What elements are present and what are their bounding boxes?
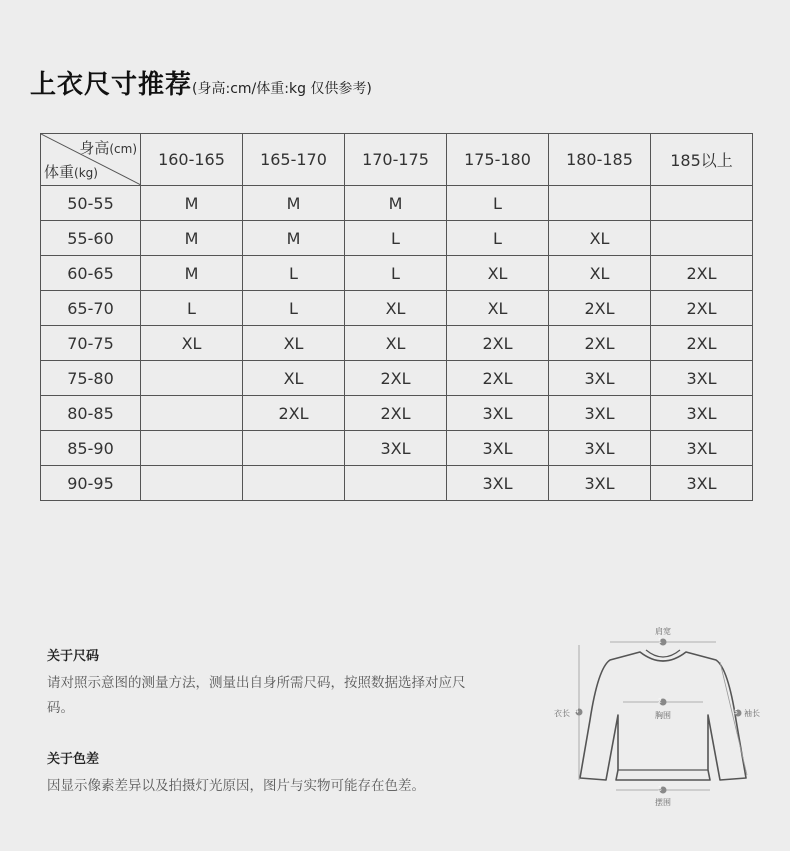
size-cell: L: [345, 256, 447, 291]
size-cell: 3XL: [447, 431, 549, 466]
size-cell: M: [141, 221, 243, 256]
row-weight-label: 90-95: [41, 466, 141, 501]
size-cell: 3XL: [447, 466, 549, 501]
size-cell: 3XL: [651, 431, 753, 466]
size-cell: 2XL: [243, 396, 345, 431]
size-cell: 3XL: [549, 396, 651, 431]
size-cell: 2XL: [447, 361, 549, 396]
column-header: 180-185: [549, 134, 651, 186]
size-cell: 3XL: [651, 396, 753, 431]
row-weight-label: 80-85: [41, 396, 141, 431]
size-cell: 2XL: [651, 326, 753, 361]
size-cell: L: [243, 256, 345, 291]
size-cell: M: [243, 221, 345, 256]
column-header: 185以上: [651, 134, 753, 186]
length-label: 衣长: [554, 709, 570, 718]
size-cell: [141, 361, 243, 396]
size-cell: 2XL: [651, 291, 753, 326]
size-cell: L: [447, 186, 549, 221]
size-cell: 3XL: [549, 466, 651, 501]
about-color-title: 关于色差: [47, 752, 100, 767]
size-cell: 2XL: [549, 291, 651, 326]
corner-weight-label: 体重(kg): [44, 163, 98, 181]
size-cell: M: [141, 256, 243, 291]
size-cell: [549, 186, 651, 221]
size-cell: 3XL: [651, 361, 753, 396]
marker-length-num: 4: [575, 708, 579, 715]
size-cell: 3XL: [447, 396, 549, 431]
size-cell: M: [141, 186, 243, 221]
corner-height-label: 身高(cm): [79, 139, 137, 157]
table-row: [41, 466, 753, 501]
measurement-diagram: [548, 620, 778, 815]
size-cell: 3XL: [345, 431, 447, 466]
size-cell: XL: [345, 326, 447, 361]
size-cell: [243, 466, 345, 501]
column-header: 160-165: [141, 134, 243, 186]
size-cell: XL: [549, 221, 651, 256]
size-cell: [141, 431, 243, 466]
size-cell: L: [345, 221, 447, 256]
marker-hem-num: 3: [658, 786, 662, 793]
marker-sleeve-num: 5: [734, 709, 738, 716]
size-table: [40, 133, 753, 501]
column-header: 170-175: [345, 134, 447, 186]
size-cell: 3XL: [549, 361, 651, 396]
size-cell: M: [345, 186, 447, 221]
table-row: [41, 221, 753, 256]
table-row: [41, 431, 753, 466]
size-cell: XL: [549, 256, 651, 291]
table-corner-cell: [41, 134, 141, 186]
size-cell: L: [243, 291, 345, 326]
size-cell: L: [447, 221, 549, 256]
column-header: 175-180: [447, 134, 549, 186]
size-cell: XL: [447, 256, 549, 291]
size-cell: XL: [141, 326, 243, 361]
size-cell: XL: [345, 291, 447, 326]
marker-shoulder-num: 1: [658, 638, 662, 645]
size-cell: 2XL: [447, 326, 549, 361]
size-cell: [651, 186, 753, 221]
row-weight-label: 55-60: [41, 221, 141, 256]
table-row: [41, 326, 753, 361]
page-title: [30, 64, 372, 101]
table-row: [41, 256, 753, 291]
size-cell: 3XL: [651, 466, 753, 501]
size-cell: 2XL: [345, 396, 447, 431]
size-cell: 2XL: [549, 326, 651, 361]
marker-chest-num: 2: [658, 698, 662, 705]
row-weight-label: 65-70: [41, 291, 141, 326]
size-cell: XL: [243, 361, 345, 396]
size-cell: 3XL: [549, 431, 651, 466]
size-cell: XL: [447, 291, 549, 326]
table-row: [41, 291, 753, 326]
column-header: 165-170: [243, 134, 345, 186]
row-weight-label: 70-75: [41, 326, 141, 361]
about-size-title: 关于尺码: [47, 649, 100, 664]
about-size-text: 请对照示意图的测量方法，测量出自身所需尺码，按照数据选择对应尺码。: [47, 675, 466, 716]
size-cell: L: [141, 291, 243, 326]
size-cell: [243, 431, 345, 466]
size-cell: [651, 221, 753, 256]
row-weight-label: 60-65: [41, 256, 141, 291]
table-row: [41, 396, 753, 431]
row-weight-label: 50-55: [41, 186, 141, 221]
size-cell: M: [243, 186, 345, 221]
size-cell: [141, 396, 243, 431]
row-weight-label: 75-80: [41, 361, 141, 396]
page-title-main: 上衣尺寸推荐: [30, 70, 193, 100]
table-row: [41, 361, 753, 396]
about-color-text: 因显示像素差异以及拍摄灯光原因，图片与实物可能存在色差。: [47, 778, 425, 794]
shoulder-label: 肩宽: [655, 627, 671, 636]
row-weight-label: 85-90: [41, 431, 141, 466]
hem-label: 摆围: [655, 798, 671, 807]
chest-label: 胸围: [655, 711, 671, 720]
size-table-header: [41, 134, 753, 186]
page-subtitle: (身高:cm/体重:kg 仅供参考): [192, 81, 372, 97]
size-cell: 2XL: [345, 361, 447, 396]
size-cell: [141, 466, 243, 501]
size-cell: [345, 466, 447, 501]
table-row: [41, 186, 753, 221]
sleeve-label: 袖长: [744, 709, 760, 718]
size-cell: 2XL: [651, 256, 753, 291]
size-cell: XL: [243, 326, 345, 361]
